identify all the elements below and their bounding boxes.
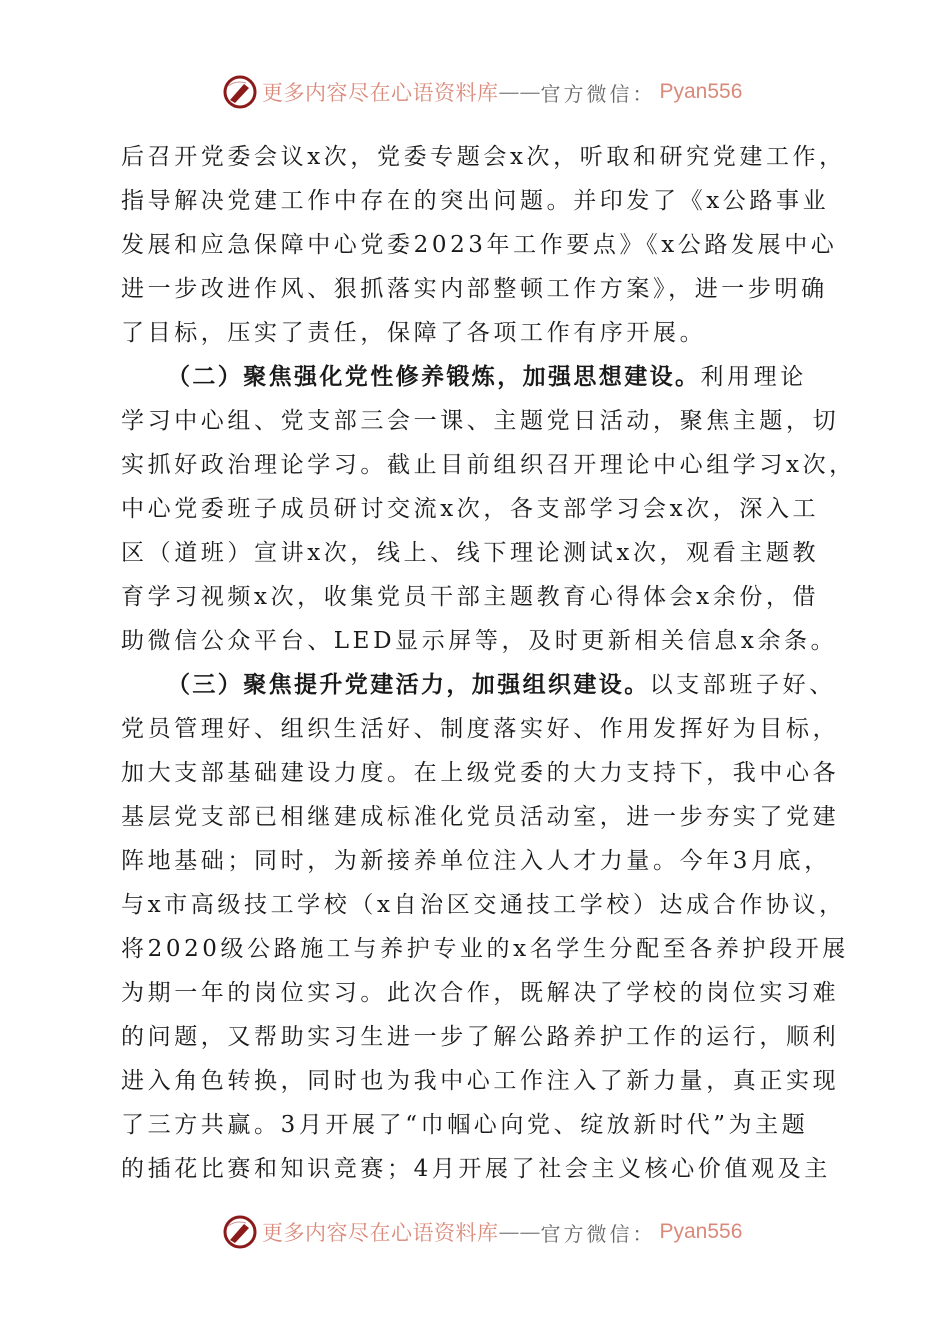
text-line: 将2020级公路施工与养护专业的x名学生分配至各养护段开展 (121, 936, 849, 962)
watermark-wechat-label: 官方微信： (540, 81, 656, 106)
text-line: 基层党支部已相继建成标准化党员活动室，进一步夯实了党建 (121, 804, 840, 830)
text-line: 区（道班）宣讲x次，线上、线下理论测试x次，观看主题教 (121, 540, 820, 566)
section-heading: （三）聚焦提升党建活力，加强组织建设。 (167, 672, 650, 698)
text-line: 为期一年的岗位实习。此次合作，既解决了学校的岗位实习难 (121, 980, 840, 1006)
watermark-header (222, 72, 742, 112)
text-run: 利用理论 (700, 364, 807, 390)
paragraph-1 (121, 135, 846, 355)
section-heading-line (121, 663, 836, 707)
watermark-slogan: 更多内容尽在心语资料库 (262, 81, 499, 105)
pen-logo-icon (222, 1214, 258, 1250)
text-line: 党员管理好、组织生活好、制度落实好、作用发挥好为目标， (121, 716, 840, 742)
text-line: 了三方共赢。3月开展了“巾帼心向党、绽放新时代”为主题 (121, 1112, 809, 1138)
section-heading: （二）聚焦强化党性修养锻炼，加强思想建设。 (167, 364, 701, 390)
watermark-footer (222, 1212, 742, 1252)
text-line: 与x市高级技工学校（x自治区交通技工学校）达成合作协议， (121, 892, 846, 918)
watermark-wechat-id: Pyan556 (659, 1220, 743, 1243)
text-line: 了目标，压实了责任，保障了各项工作有序开展。 (121, 320, 707, 346)
text-line: 中心党委班子成员研讨交流x次，各支部学习会x次，深入工 (121, 496, 820, 522)
text-line: 发展和应急保障中心党委2023年工作要点》《x公路发展中心 (121, 232, 838, 258)
watermark-dash: —— (498, 80, 541, 104)
text-line: 的问题，又帮助实习生进一步了解公路养护工作的运行，顺利 (121, 1024, 840, 1050)
document-body (121, 135, 856, 1191)
text-line: 后召开党委会议x次，党委专题会x次，听取和研究党建工作， (121, 144, 846, 170)
watermark-wechat-id: Pyan556 (659, 80, 743, 103)
text-line: 加大支部基础建设力度。在上级党委的大力支持下，我中心各 (121, 760, 840, 786)
text-line: 育学习视频x次，收集党员干部主题教育心得体会x余份，借 (121, 584, 820, 610)
text-run: 以支部班子好、 (649, 672, 836, 698)
text-line: 指导解决党建工作中存在的突出问题。并印发了《x公路事业 (121, 188, 830, 214)
watermark-dash: —— (498, 1220, 541, 1244)
text-line: 阵地基础；同时，为新接养单位注入人才力量。今年3月底， (121, 848, 831, 874)
paragraph-3 (121, 663, 849, 1191)
text-line: 进入角色转换，同时也为我中心工作注入了新力量，真正实现 (121, 1068, 840, 1094)
text-line: 进一步改进作风、狠抓落实内部整顿工作方案》，进一步明确 (121, 276, 828, 302)
watermark-slogan: 更多内容尽在心语资料库 (262, 1221, 499, 1245)
pen-logo-icon (222, 74, 258, 110)
text-line: 助微信公众平台、LED显示屏等，及时更新相关信息x余条。 (121, 628, 838, 654)
section-heading-line (121, 355, 821, 399)
text-line: 学习中心组、党支部三会一课、主题党日活动，聚焦主题，切 (121, 408, 840, 434)
watermark-wechat-label: 官方微信： (540, 1221, 656, 1246)
text-line: 实抓好政治理论学习。截止目前组织召开理论中心组学习x次， (121, 452, 856, 478)
text-line: 的插花比赛和知识竞赛；4月开展了社会主义核心价值观及主 (121, 1156, 831, 1182)
paragraph-2 (121, 355, 856, 663)
